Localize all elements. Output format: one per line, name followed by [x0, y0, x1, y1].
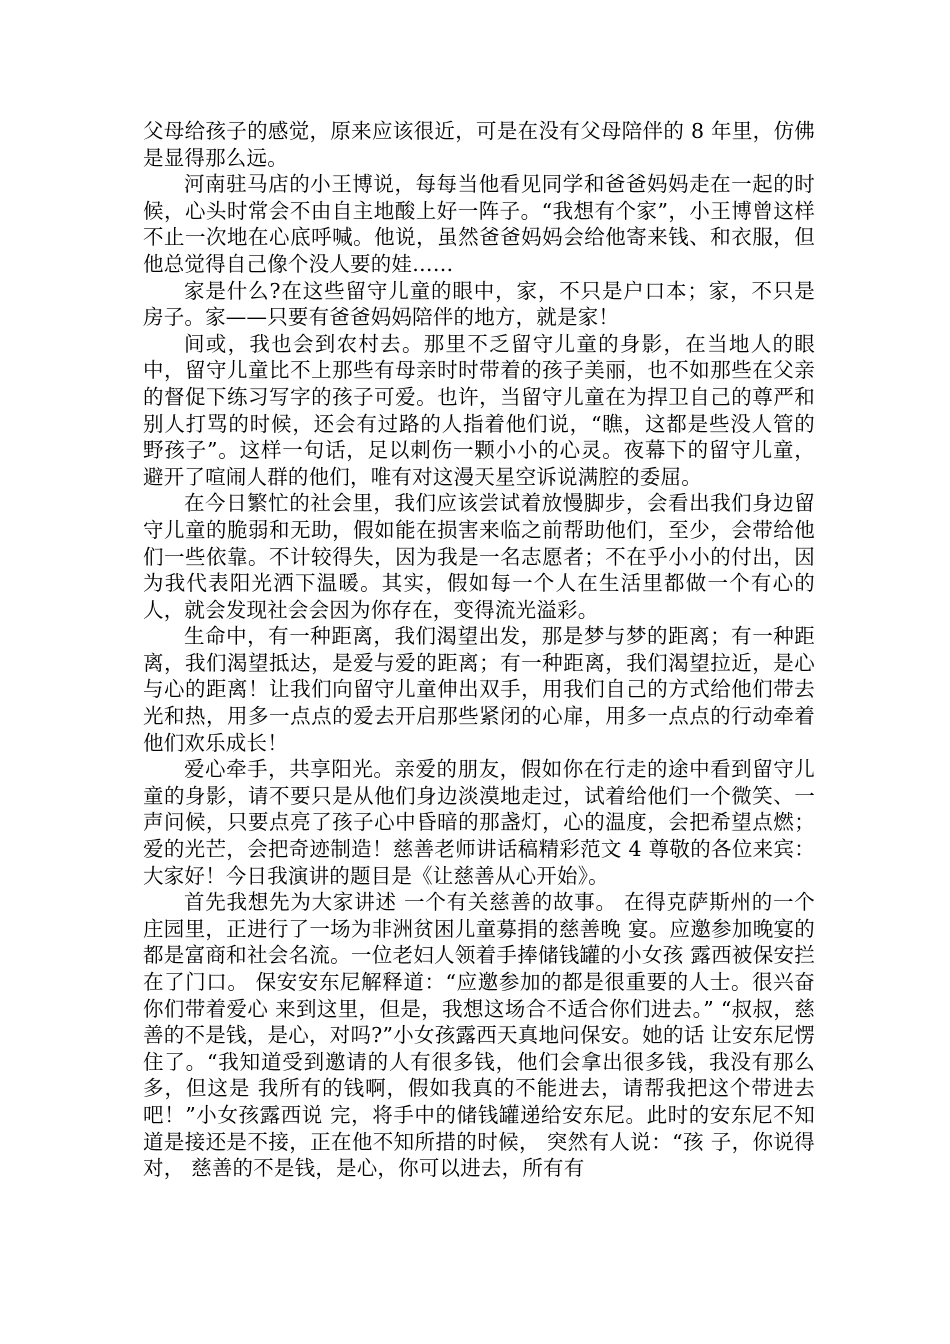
paragraph-1: 父母给孩子的感觉，原来应该很近，可是在没有父母陪伴的 8 年里，仿佛是显得那么远。 — [143, 119, 815, 170]
paragraph-5: 在今日繁忙的社会里，我们应该尝试着放慢脚步，会看出我们身边留守儿童的脆弱和无助，假如能在损害来临之前帮助他们，至少，会带给他们一些依靠。不计较得失，因为我是一名志愿者；不在乎小小的付出，因为我代表阳光洒下温暖。其实，假如每一个人在生活里都做一个有心的人，就会发现社会会因为你存在，变得流光溢彩。 — [143, 491, 815, 622]
paragraph-2: 河南驻马店的小王博说，每每当他看见同学和爸爸妈妈走在一起的时候，心头时常会不由自主地酸上好一阵子。“我想有个家”，小王博曾这样不止一次地在心底呼喊。他说，虽然爸爸妈妈会给他寄来钱、和衣服，但他总觉得自己像个没人要的娃…… — [143, 172, 815, 276]
paragraph-7: 爱心牵手，共享阳光。亲爱的朋友，假如你在行走的途中看到留守儿童的身影，请不要只是从他们身边淡漠地走过，试着给他们一个微笑、一声问候，只要点亮了孩子心中昏暗的那盏灯，心的温度，会把希望点燃；爱的光芒，会把奇迹制造！慈善老师讲话稿精彩范文 4 尊敬的各位来宾： 大家好！今日我演讲的题目是《让慈善从心开始》。 — [143, 757, 815, 888]
paragraph-8: 首先我想先为大家讲述 一个有关慈善的故事。 在得克萨斯州的一个庄园里，正进行了一场为非洲贫困儿童募捐的慈善晚 宴。应邀参加晚宴的都是富商和社会名流。一位老妇人领着手捧储钱罐的小女孩 露西被保安拦在了门口。 保安安东尼解释道：“应邀参加的都是很重要的人士。很兴奋你们带着爱心 来到这里，但是，我想这场合不适合你们进去。” “叔叔，慈善的不是钱，是心，对吗?”小女孩露西天真地问保安。她的话 让安东尼愣住了。“我知道受到邀请的人有很多钱，他们会拿出很多钱，我没有那么多，但这是 我所有的钱啊，假如我真的不能进去，请帮我把这个带进去吧！”小女孩露西说 完，将手中的储钱罐递给安东尼。此时的安东尼不知道是接还是不接，正在他不知所措的时候， 突然有人说：“孩 子，你说得对， 慈善的不是钱，是心，你可以进去，所有有 — [143, 890, 815, 1181]
document-body — [143, 118, 815, 1182]
paragraph-3: 家是什么?在这些留守儿童的眼中，家，不只是户口本；家，不只是房子。家——只要有爸爸妈妈陪伴的地方，就是家！ — [143, 278, 815, 330]
paragraph-4: 间或，我也会到农村去。那里不乏留守儿童的身影，在当地人的眼中，留守儿童比不上那些有母亲时时带着的孩子美丽，也不如那些在父亲的督促下练习写字的孩子可爱。也许，当留守儿童在为捍卫自己的尊严和别人打骂的时候，还会有过路的人指着他们说，“瞧，这都是些没人管的野孩子”。这样一句话，足以刺伤一颗小小的心灵。夜幕下的留守儿童，避开了喧闹人群的他们，唯有对这漫天星空诉说满腔的委屈。 — [143, 331, 815, 489]
paragraph-6: 生命中，有一种距离，我们渴望出发，那是梦与梦的距离；有一种距离，我们渴望抵达，是爱与爱的距离；有一种距离，我们渴望拉近，是心与心的距离！让我们向留守儿童伸出双手，用我们自己的方式给他们带去光和热，用多一点点的爱去开启那些紧闭的心扉，用多一点点的行动牵着他们欢乐成长！ — [143, 624, 815, 755]
